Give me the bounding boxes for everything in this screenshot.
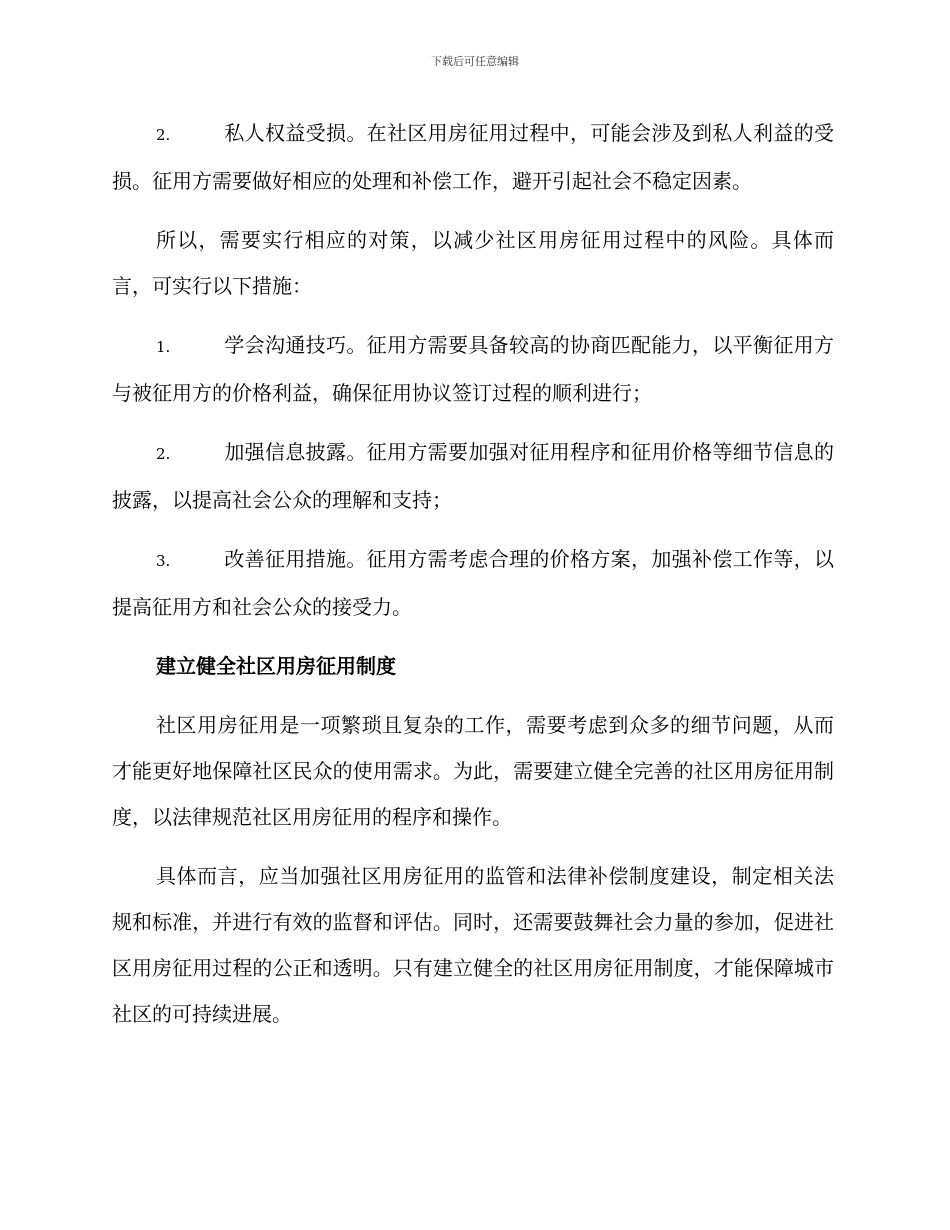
paragraph: 具体而言，应当加强社区用房征用的监管和法律补偿制度建设，制定相关法规和标准，并进行有效的监督和评估。同时，还需要鼓舞社会力量的参加，促进社区用房征用过程的公正和透明。只有建立健全的社区用房征用制度，才能保障城市社区的可持续进展。 xyxy=(112,864,834,1026)
list-number: 3. xyxy=(156,552,171,570)
list-item-text: 学会沟通技巧。征用方需要具备较高的协商匹配能力，以平衡征用方与被征用方的价格利益，确保征用协议签订过程的顺利进行； xyxy=(112,333,834,405)
list-item xyxy=(112,110,834,204)
section-heading: 建立健全社区用房征用制度 xyxy=(156,654,396,678)
list-item-text: 改善征用措施。征用方需考虑合理的价格方案，加强补偿工作等，以提高征用方和社会公众的接受力。 xyxy=(112,547,834,619)
paragraph: 所以，需要实行相应的对策，以减少社区用房征用过程中的风险。具体而言，可实行以下措施： xyxy=(112,228,834,298)
list-item-text: 私人权益受损。在社区用房征用过程中，可能会涉及到私人利益的受损。征用方需要做好相应的处理和补偿工作，避开引起社会不稳定因素。 xyxy=(112,121,834,193)
list-number: 2. xyxy=(156,126,171,144)
list-number: 2. xyxy=(156,445,171,463)
list-item-text: 加强信息披露。征用方需要加强对征用程序和征用价格等细节信息的披露，以提高社会公众的理解和支持； xyxy=(112,440,834,512)
list-item xyxy=(112,536,834,630)
page-header: 下载后可任意编辑 xyxy=(431,55,519,68)
list-number: 1. xyxy=(156,338,171,356)
document-body xyxy=(112,110,834,1050)
paragraph: 社区用房征用是一项繁琐且复杂的工作，需要考虑到众多的细节问题，从而才能更好地保障社区民众的使用需求。为此，需要建立健全完善的社区用房征用制度，以法律规范社区用房征用的程序和操作。 xyxy=(112,713,834,829)
list-item xyxy=(112,429,834,523)
list-item xyxy=(112,322,834,416)
